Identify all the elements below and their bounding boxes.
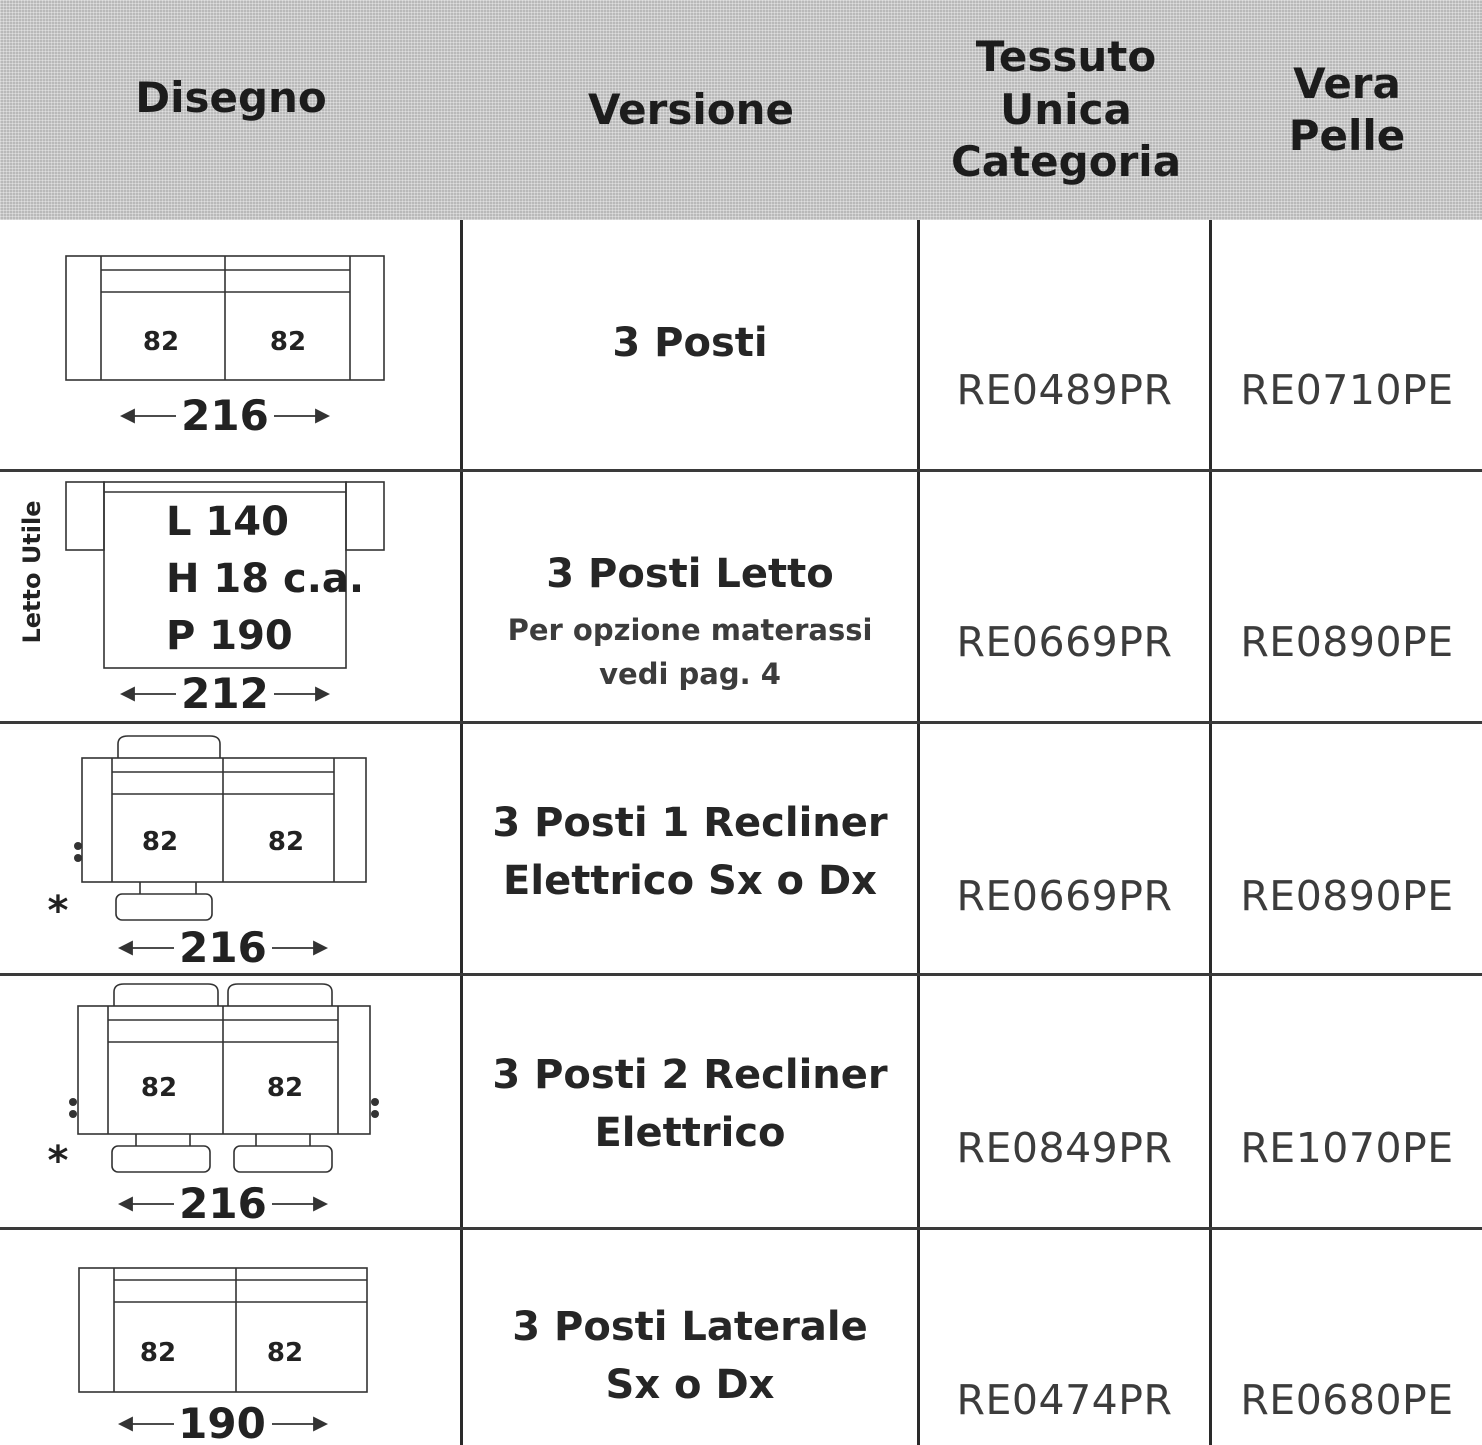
seat-right-width: 82 bbox=[269, 327, 307, 357]
sofa-bed-drawing bbox=[0, 472, 460, 721]
overall-width: 190 bbox=[178, 1399, 266, 1445]
version-title: 3 Posti Letto bbox=[546, 551, 834, 597]
column-divider bbox=[460, 220, 463, 1445]
version-title: 3 Posti bbox=[612, 320, 768, 366]
overall-width: 216 bbox=[179, 1179, 267, 1228]
seat-left-width: 82 bbox=[140, 1073, 178, 1103]
sofa-1-recliner-drawing bbox=[0, 724, 460, 973]
fabric-code: RE0669PR bbox=[956, 618, 1173, 666]
bed-depth: P 190 bbox=[166, 613, 293, 659]
version-title: 3 Posti 1 Recliner Elettrico Sx o Dx bbox=[492, 800, 888, 904]
version-title: 3 Posti Laterale Sx o Dx bbox=[512, 1304, 868, 1408]
bed-length: L 140 bbox=[166, 499, 289, 545]
leather-code: RE0710PE bbox=[1240, 366, 1454, 414]
header-drawing: Disegno bbox=[135, 72, 327, 122]
header-leather: Vera Pelle bbox=[1288, 58, 1406, 160]
version-title: 3 Posti 2 Recliner Elettrico bbox=[492, 1052, 888, 1156]
header-fabric: Tessuto Unica Categoria bbox=[950, 32, 1182, 187]
seat-right-width: 82 bbox=[266, 1073, 304, 1103]
leather-code: RE0890PE bbox=[1240, 872, 1454, 920]
sofa-lateral-drawing bbox=[0, 1230, 460, 1445]
leather-code: RE0680PE bbox=[1240, 1376, 1454, 1424]
fabric-code: RE0669PR bbox=[956, 872, 1173, 920]
seat-left-width: 82 bbox=[142, 327, 180, 357]
fabric-code: RE0489PR bbox=[956, 366, 1173, 414]
version-cell bbox=[464, 545, 916, 696]
table-header bbox=[0, 0, 1482, 220]
version-cell bbox=[464, 1298, 916, 1414]
leather-code: RE0890PE bbox=[1240, 618, 1454, 666]
seat-right-width: 82 bbox=[266, 1338, 304, 1368]
version-cell bbox=[464, 794, 916, 910]
fabric-code: RE0849PR bbox=[956, 1124, 1173, 1172]
seat-left-width: 82 bbox=[141, 827, 179, 857]
header-version: Versione bbox=[587, 84, 795, 134]
version-cell bbox=[464, 314, 916, 372]
sofa-3-seats-drawing bbox=[0, 222, 460, 469]
seat-left-width: 82 bbox=[139, 1338, 177, 1368]
note-mark: * bbox=[47, 1138, 69, 1184]
leather-code: RE1070PE bbox=[1240, 1124, 1454, 1172]
overall-width: 212 bbox=[181, 669, 269, 718]
version-cell bbox=[464, 1046, 916, 1162]
fabric-code: RE0474PR bbox=[956, 1376, 1173, 1424]
sofa-2-recliner-drawing bbox=[0, 976, 460, 1227]
overall-width: 216 bbox=[179, 923, 267, 972]
bed-height: H 18 c.a. bbox=[166, 556, 365, 602]
overall-width: 216 bbox=[181, 391, 269, 440]
bed-side-label: Letto Utile bbox=[18, 500, 46, 644]
seat-right-width: 82 bbox=[267, 827, 305, 857]
note-mark: * bbox=[47, 888, 69, 934]
version-note: Per opzione materassi vedi pag. 4 bbox=[507, 613, 873, 691]
